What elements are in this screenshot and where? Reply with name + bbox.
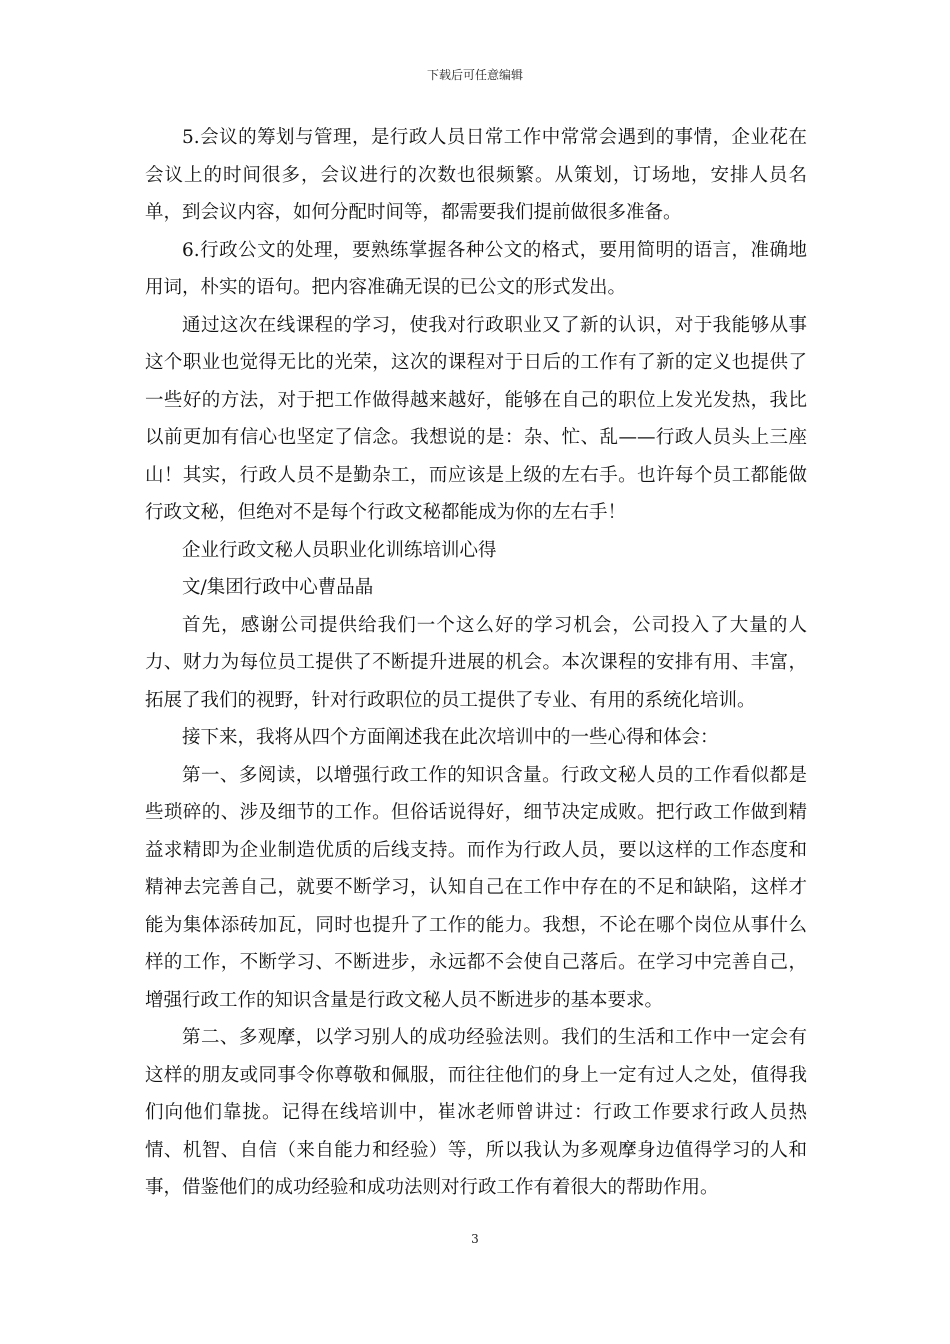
document-body: [145, 119, 807, 1207]
page-number: 3: [471, 1232, 479, 1246]
article-title: 企业行政文秘人员职业化训练培训心得: [182, 539, 497, 561]
paragraph-course-reflection: 通过这次在线课程的学习，使我对行政职业又了新的认识，对于我能够从事这个职业也觉得无比的光荣，这次的课程对于日后的工作有了新的定义也提供了一些好的方法，对于把工作做得越来越好，能够在自己的职位上发光发热，我比以前更加有信心也坚定了信念。我想说的是：杂、忙、乱——行政人员头上三座山！其实，行政人员不是勤杂工，而应该是上级的左右手。也许每个员工都能做行政文秘，但绝对不是每个行政文秘都能成为你的左右手！: [145, 314, 807, 523]
paragraph-official-documents: 6.行政公文的处理，要熟练掌握各种公文的格式，要用简明的语言，准确地用词，朴实的语句。把内容准确无误的已公文的形式发出。: [145, 239, 807, 298]
paragraph-point-two: 第二、多观摩，以学习别人的成功经验法则。我们的生活和工作中一定会有这样的朋友或同事令你尊敬和佩服，而往往他们的身上一定有过人之处，值得我们向他们靠拢。记得在线培训中，崔冰老师曾讲过：行政工作要求行政人员热情、机智、自信（来自能力和经验）等，所以我认为多观摩身边值得学习的人和事，借鉴他们的成功经验和成功法则对行政工作有着很大的帮助作用。: [145, 1027, 807, 1198]
page-header: 下载后可任意编辑: [426, 68, 523, 82]
article-author: 文/集团行政中心曹品晶: [182, 577, 374, 598]
paragraph-point-one: 第一、多阅读，以增强行政工作的知识含量。行政文秘人员的工作看似都是些琐碎的、涉及细节的工作。但俗话说得好，细节决定成败。把行政工作做到精益求精即为企业制造优质的后线支持。而作为行政人员，要以这样的工作态度和精神去完善自己，就要不断学习，认知自己在工作中存在的不足和缺陷，这样才能为集体添砖加瓦，同时也提升了工作的能力。我想，不论在哪个岗位从事什么样的工作，不断学习、不断进步，永远都不会使自己落后。在学习中完善自己，增强行政工作的知识含量是行政文秘人员不断进步的基本要求。: [145, 764, 807, 1011]
paragraph-meeting-planning: 5.会议的筹划与管理，是行政人员日常工作中常常会遇到的事情，企业花在会议上的时间很多，会议进行的次数也很频繁。从策划，订场地，安排人员名单，到会议内容，如何分配时间等，都需要我们提前做很多准备。: [145, 127, 807, 223]
paragraph-gratitude: 首先，感谢公司提供给我们一个这么好的学习机会，公司投入了大量的人力、财力为每位员工提供了不断提升进展的机会。本次课程的安排有用、丰富，拓展了我们的视野，针对行政职位的员工提供了专业、有用的系统化培训。: [145, 614, 807, 711]
paragraph-overview: 接下来，我将从四个方面阐述我在此次培训中的一些心得和体会：: [182, 727, 719, 748]
